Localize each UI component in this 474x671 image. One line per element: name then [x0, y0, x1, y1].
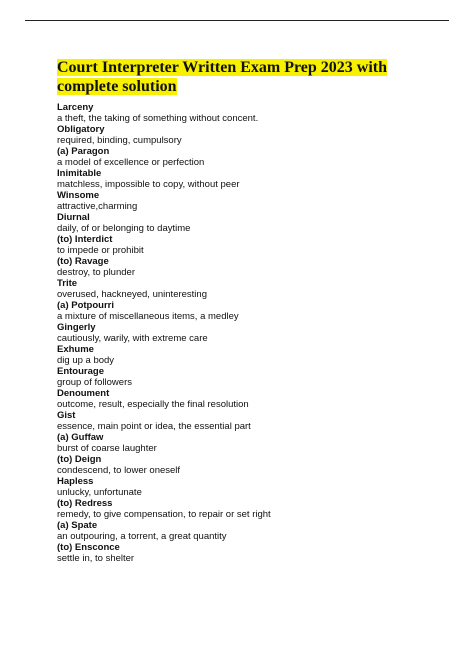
vocabulary-term: Trite	[57, 278, 78, 289]
top-divider	[25, 20, 449, 21]
list-item	[57, 498, 437, 520]
list-item	[57, 366, 437, 388]
vocabulary-term: (to) Interdict	[57, 234, 113, 245]
vocabulary-definition: settle in, to shelter	[57, 553, 135, 564]
list-item	[57, 278, 437, 300]
document-title-text: Court Interpreter Written Exam Prep 2023 with complete solution	[57, 59, 388, 95]
vocabulary-term: (a) Spate	[57, 520, 98, 531]
list-item	[57, 146, 437, 168]
vocabulary-definition: remedy, to give compensation, to repair or set right	[57, 509, 271, 520]
list-item	[57, 344, 437, 366]
list-item	[57, 234, 437, 256]
vocabulary-definition: overused, hackneyed, uninteresting	[57, 289, 207, 300]
vocabulary-term: Entourage	[57, 366, 104, 377]
vocabulary-term: (to) Deign	[57, 454, 102, 465]
list-item	[57, 520, 437, 542]
vocabulary-definition: condescend, to lower oneself	[57, 465, 181, 476]
vocabulary-definition: outcome, result, especially the final resolution	[57, 399, 249, 410]
list-item	[57, 124, 437, 146]
vocabulary-term: (a) Paragon	[57, 146, 110, 157]
vocabulary-definition: attractive,charming	[57, 201, 138, 212]
vocabulary-definition: group of followers	[57, 377, 132, 388]
vocabulary-definition: destroy, to plunder	[57, 267, 135, 278]
vocabulary-term: Denoument	[57, 388, 110, 399]
vocabulary-definition: cautiously, warily, with extreme care	[57, 333, 208, 344]
vocabulary-definition: to impede or prohibit	[57, 245, 144, 256]
vocabulary-definition: matchless, impossible to copy, without peer	[57, 179, 240, 190]
vocabulary-definition: unlucky, unfortunate	[57, 487, 142, 498]
vocabulary-term: (to) Redress	[57, 498, 113, 509]
list-item	[57, 300, 437, 322]
list-item	[57, 542, 437, 564]
vocabulary-term: Exhume	[57, 344, 94, 355]
vocabulary-definition: a mixture of miscellaneous items, a medley	[57, 311, 239, 322]
vocabulary-term: (to) Ravage	[57, 256, 109, 267]
vocabulary-definition: daily, of or belonging to daytime	[57, 223, 191, 234]
vocabulary-term: (a) Guffaw	[57, 432, 104, 443]
vocabulary-term: (to) Ensconce	[57, 542, 120, 553]
vocabulary-definition: dig up a body	[57, 355, 115, 366]
list-item	[57, 388, 437, 410]
vocabulary-term: Hapless	[57, 476, 94, 487]
vocabulary-term: Diurnal	[57, 212, 90, 223]
vocabulary-term: (a) Potpourri	[57, 300, 114, 311]
vocabulary-term: Inimitable	[57, 168, 102, 179]
vocabulary-definition: essence, main point or idea, the essential part	[57, 421, 251, 432]
vocabulary-term: Winsome	[57, 190, 100, 201]
vocabulary-definition: an outpouring, a torrent, a great quantity	[57, 531, 227, 542]
vocabulary-term: Gingerly	[57, 322, 96, 333]
list-item	[57, 212, 437, 234]
vocabulary-definition: a model of excellence or perfection	[57, 157, 205, 168]
list-item	[57, 168, 437, 190]
document-title	[57, 58, 427, 96]
list-item	[57, 322, 437, 344]
list-item	[57, 190, 437, 212]
list-item	[57, 432, 437, 454]
list-item	[57, 102, 437, 124]
list-item	[57, 454, 437, 476]
list-item	[57, 476, 437, 498]
vocabulary-term: Gist	[57, 410, 76, 421]
vocabulary-definition: a theft, the taking of something without concent.	[57, 113, 259, 124]
list-item	[57, 410, 437, 432]
vocabulary-term: Obligatory	[57, 124, 105, 135]
vocabulary-definition: required, binding, cumpulsory	[57, 135, 182, 146]
list-item	[57, 256, 437, 278]
vocabulary-list	[57, 102, 437, 564]
vocabulary-definition: burst of coarse laughter	[57, 443, 157, 454]
vocabulary-term: Larceny	[57, 102, 94, 113]
